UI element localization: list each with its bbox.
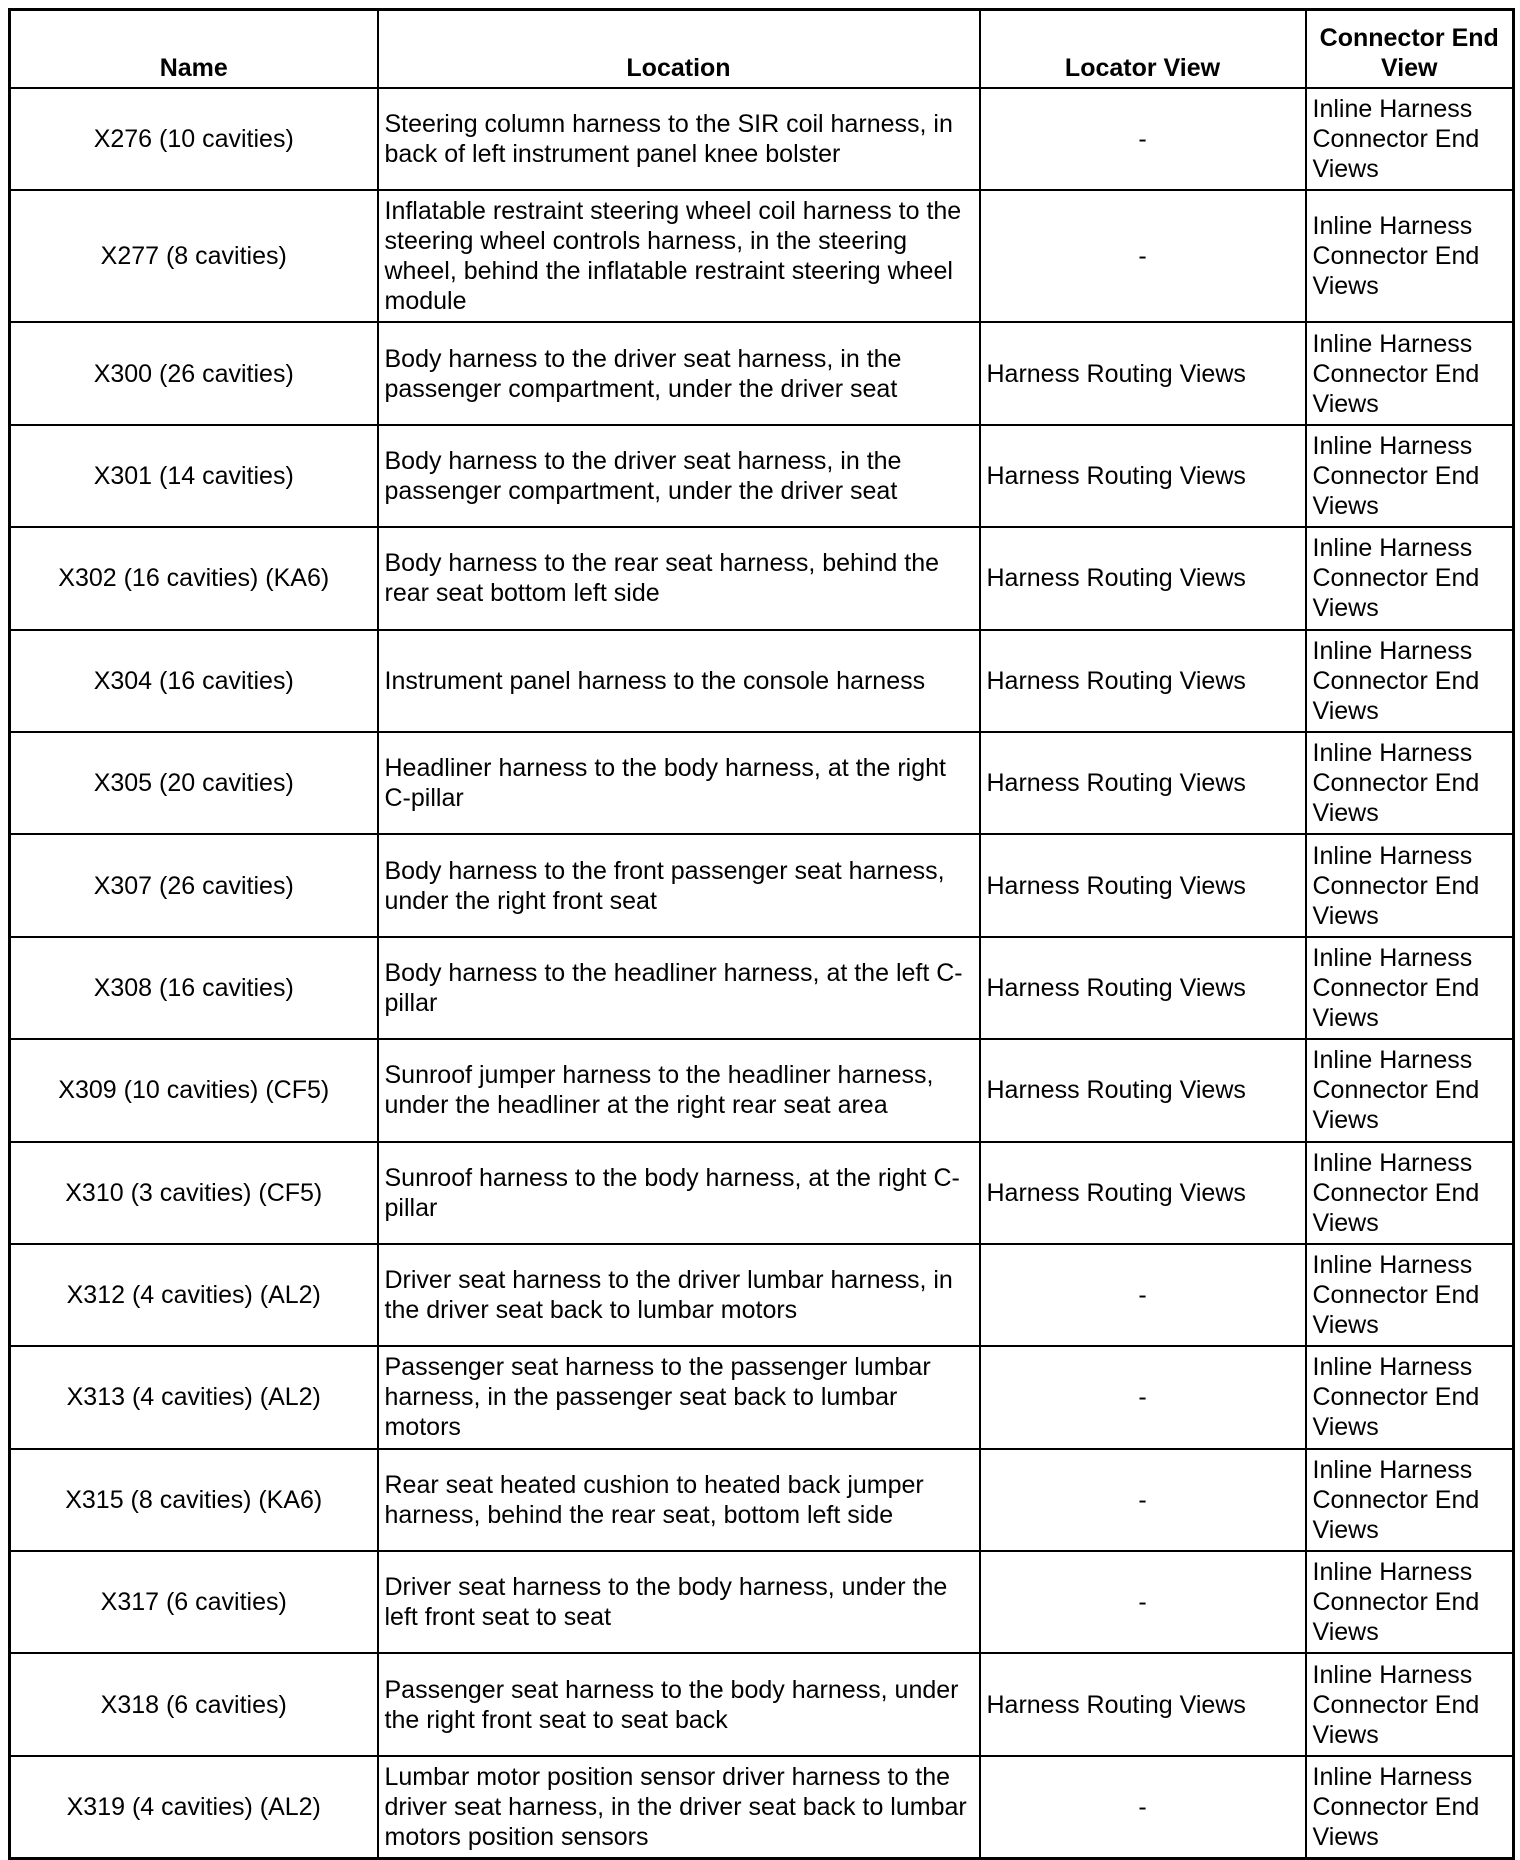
- connector-location: Passenger seat harness to the body harness, under the right front seat to seat back: [378, 1653, 980, 1755]
- header-locator-view: Locator View: [980, 10, 1306, 89]
- connector-location: Rear seat heated cushion to heated back jumper harness, behind the rear seat, bottom left side: [378, 1449, 980, 1551]
- connector-name: X319 (4 cavities) (AL2): [10, 1756, 378, 1858]
- connector-end-view-link: Inline Harness Connector End Views: [1306, 88, 1514, 190]
- table-row: [10, 425, 1514, 527]
- locator-view-link: Harness Routing Views: [980, 1039, 1306, 1141]
- locator-view-link: Harness Routing Views: [980, 937, 1306, 1039]
- connector-end-view-link: Inline Harness Connector End Views: [1306, 1244, 1514, 1346]
- locator-view-link: -: [980, 1346, 1306, 1448]
- connector-location: Body harness to the rear seat harness, behind the rear seat bottom left side: [378, 527, 980, 629]
- connector-location: Body harness to the driver seat harness, in the passenger compartment, under the driver seat: [378, 425, 980, 527]
- connector-end-view-link: Inline Harness Connector End Views: [1306, 630, 1514, 732]
- connector-end-view-link: Inline Harness Connector End Views: [1306, 1551, 1514, 1653]
- connector-end-view-link: Inline Harness Connector End Views: [1306, 1142, 1514, 1244]
- connector-name: X304 (16 cavities): [10, 630, 378, 732]
- table-row: [10, 1142, 1514, 1244]
- locator-view-link: Harness Routing Views: [980, 1142, 1306, 1244]
- header-connector-end-view: Connector End View: [1306, 10, 1514, 89]
- table-row: [10, 1039, 1514, 1141]
- connector-name: X276 (10 cavities): [10, 88, 378, 190]
- table-body: [10, 88, 1514, 1858]
- connector-location: Lumbar motor position sensor driver harness to the driver seat harness, in the driver seat back to lumbar motors position sensors: [378, 1756, 980, 1858]
- connector-name: X277 (8 cavities): [10, 190, 378, 322]
- connector-location: Steering column harness to the SIR coil harness, in back of left instrument panel knee bolster: [378, 88, 980, 190]
- connector-location: Body harness to the driver seat harness, in the passenger compartment, under the driver seat: [378, 322, 980, 424]
- connector-name: X307 (26 cavities): [10, 834, 378, 936]
- connector-name: X315 (8 cavities) (KA6): [10, 1449, 378, 1551]
- locator-view-link: Harness Routing Views: [980, 630, 1306, 732]
- connector-location: Driver seat harness to the body harness, under the left front seat to seat: [378, 1551, 980, 1653]
- connector-end-view-link: Inline Harness Connector End Views: [1306, 834, 1514, 936]
- locator-view-link: -: [980, 1756, 1306, 1858]
- connector-name: X305 (20 cavities): [10, 732, 378, 834]
- connector-location: Body harness to the front passenger seat harness, under the right front seat: [378, 834, 980, 936]
- table-row: [10, 1551, 1514, 1653]
- connector-name: X308 (16 cavities): [10, 937, 378, 1039]
- connector-name: X300 (26 cavities): [10, 322, 378, 424]
- table-row: [10, 322, 1514, 424]
- connector-location: Passenger seat harness to the passenger lumbar harness, in the passenger seat back to lumbar motors: [378, 1346, 980, 1448]
- header-location: Location: [378, 10, 980, 89]
- table-row: [10, 630, 1514, 732]
- connector-end-view-link: Inline Harness Connector End Views: [1306, 1039, 1514, 1141]
- connector-location: Driver seat harness to the driver lumbar harness, in the driver seat back to lumbar motors: [378, 1244, 980, 1346]
- locator-view-link: Harness Routing Views: [980, 1653, 1306, 1755]
- connector-end-view-link: Inline Harness Connector End Views: [1306, 425, 1514, 527]
- connector-end-view-link: Inline Harness Connector End Views: [1306, 322, 1514, 424]
- table-row: [10, 1244, 1514, 1346]
- table-row: [10, 88, 1514, 190]
- connector-name: X301 (14 cavities): [10, 425, 378, 527]
- table-row: [10, 732, 1514, 834]
- header-name: Name: [10, 10, 378, 89]
- locator-view-link: -: [980, 1244, 1306, 1346]
- table-row: [10, 1346, 1514, 1448]
- locator-view-link: -: [980, 190, 1306, 322]
- connector-name: X312 (4 cavities) (AL2): [10, 1244, 378, 1346]
- connector-name: X318 (6 cavities): [10, 1653, 378, 1755]
- connector-end-view-link: Inline Harness Connector End Views: [1306, 732, 1514, 834]
- connector-end-view-link: Inline Harness Connector End Views: [1306, 1756, 1514, 1858]
- connector-end-view-link: Inline Harness Connector End Views: [1306, 1346, 1514, 1448]
- connector-location: Instrument panel harness to the console harness: [378, 630, 980, 732]
- locator-view-link: Harness Routing Views: [980, 834, 1306, 936]
- connector-end-view-link: Inline Harness Connector End Views: [1306, 1653, 1514, 1755]
- locator-view-link: -: [980, 88, 1306, 190]
- table-row: [10, 1653, 1514, 1755]
- connector-location: Headliner harness to the body harness, at the right C-pillar: [378, 732, 980, 834]
- connector-name: X313 (4 cavities) (AL2): [10, 1346, 378, 1448]
- connector-location: Body harness to the headliner harness, at the left C-pillar: [378, 937, 980, 1039]
- table-row: [10, 834, 1514, 936]
- connector-end-view-link: Inline Harness Connector End Views: [1306, 190, 1514, 322]
- locator-view-link: Harness Routing Views: [980, 527, 1306, 629]
- table-row: [10, 1756, 1514, 1858]
- locator-view-link: -: [980, 1551, 1306, 1653]
- connector-name: X317 (6 cavities): [10, 1551, 378, 1653]
- connector-name: X302 (16 cavities) (KA6): [10, 527, 378, 629]
- connector-name: X309 (10 cavities) (CF5): [10, 1039, 378, 1141]
- connector-location: Inflatable restraint steering wheel coil harness to the steering wheel controls harness, in the steering wheel, behind the inflatable restraint steering wheel module: [378, 190, 980, 322]
- locator-view-link: Harness Routing Views: [980, 732, 1306, 834]
- connector-table: [8, 8, 1515, 1860]
- table-row: [10, 937, 1514, 1039]
- header-row: [10, 10, 1514, 89]
- table-row: [10, 527, 1514, 629]
- connector-end-view-link: Inline Harness Connector End Views: [1306, 527, 1514, 629]
- connector-end-view-link: Inline Harness Connector End Views: [1306, 1449, 1514, 1551]
- connector-end-view-link: Inline Harness Connector End Views: [1306, 937, 1514, 1039]
- locator-view-link: -: [980, 1449, 1306, 1551]
- connector-name: X310 (3 cavities) (CF5): [10, 1142, 378, 1244]
- table-row: [10, 1449, 1514, 1551]
- table-row: [10, 190, 1514, 322]
- table-header: [10, 10, 1514, 89]
- locator-view-link: Harness Routing Views: [980, 322, 1306, 424]
- connector-location: Sunroof harness to the body harness, at the right C-pillar: [378, 1142, 980, 1244]
- locator-view-link: Harness Routing Views: [980, 425, 1306, 527]
- connector-location: Sunroof jumper harness to the headliner harness, under the headliner at the right rear seat area: [378, 1039, 980, 1141]
